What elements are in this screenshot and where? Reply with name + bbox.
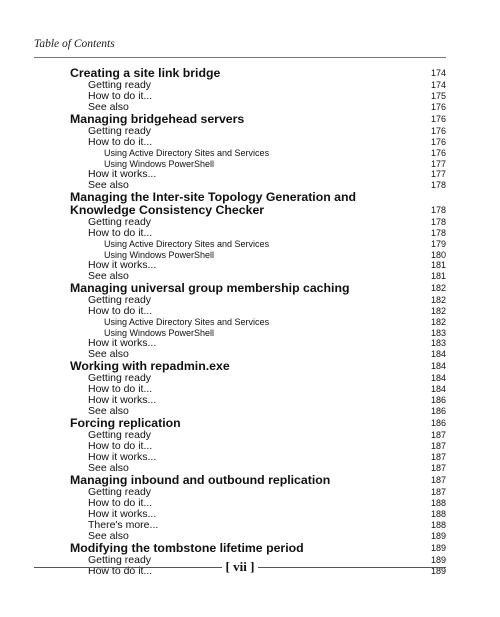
toc-entry-title: Using Active Directory Sites and Services: [104, 239, 270, 249]
toc-entry-title: Using Windows PowerShell: [104, 249, 215, 260]
toc-page-number: 188: [430, 509, 446, 519]
toc-page-number: 184: [430, 373, 446, 383]
toc-page-number: 187: [430, 430, 446, 440]
toc-page-number: 189: [430, 543, 446, 553]
toc-page-number: 186: [430, 418, 446, 428]
toc-entry-title: How to do it...: [88, 565, 153, 577]
toc-entry-title: Working with repadmin.exe: [70, 359, 230, 373]
running-header: Table of Contents: [34, 38, 115, 50]
toc-page-number: 183: [430, 327, 446, 338]
toc-entry-title: Modifying the tombstone lifetime period: [70, 541, 304, 555]
toc-page-number: 182: [430, 283, 446, 293]
toc-entry-title: See also: [88, 530, 129, 542]
toc-page-number: 174: [430, 80, 446, 90]
toc-entry-title: Using Windows PowerShell: [104, 158, 215, 169]
toc-entry-title: How it works...: [88, 337, 157, 349]
toc-subsubsection[interactable]: [70, 148, 446, 159]
toc-page-number: 184: [430, 361, 446, 371]
toc-entry-title: Managing inbound and outbound replication: [70, 473, 331, 487]
toc-entry-title: See also: [88, 179, 129, 191]
toc-entry-title: See also: [88, 270, 129, 282]
toc-page-number: 176: [430, 137, 446, 147]
page-number: [ vii ]: [225, 559, 255, 574]
toc-page-number: 182: [430, 306, 446, 316]
toc-entry-title: Using Active Directory Sites and Services: [104, 148, 270, 158]
toc-entry-title: How to do it...: [88, 497, 153, 509]
toc-entry-title: See also: [88, 101, 129, 113]
toc-entry-title: See also: [88, 348, 129, 360]
toc-entry-title: Managing universal group membership caching: [70, 281, 350, 295]
toc-entry-title: How it works...: [88, 508, 157, 520]
toc-page-number: 180: [430, 249, 446, 260]
toc-page-number: 176: [430, 114, 446, 124]
toc-entry-title: Using Active Directory Sites and Services: [104, 317, 270, 327]
toc-page-number: 177: [430, 158, 446, 169]
toc-entry-title: Getting ready: [88, 79, 152, 91]
toc-entry-title: Managing the Inter-site Topology Generation and Knowledge Consistency Checker: [70, 190, 357, 217]
footer-rule-right: [258, 567, 446, 568]
toc-subsection[interactable]: [70, 306, 446, 317]
toc-entry-title: Getting ready: [88, 294, 152, 306]
toc-page-number: 178: [430, 180, 446, 190]
toc-subsection[interactable]: [70, 137, 446, 148]
toc-entry-title: How to do it...: [88, 90, 153, 102]
toc-entry-title: Getting ready: [88, 372, 152, 384]
toc-page-number: 174: [430, 68, 446, 78]
toc-entry-title: Forcing replication: [70, 416, 181, 430]
toc-page-number: 187: [430, 475, 446, 485]
toc-page-number: 177: [430, 169, 446, 179]
toc-entry-title: Getting ready: [88, 125, 152, 137]
header-rule: [34, 57, 446, 58]
toc-page-number: 182: [430, 317, 446, 327]
toc-page-number: 183: [430, 338, 446, 348]
toc-entry-title: See also: [88, 462, 129, 474]
toc-page-number: 188: [430, 520, 446, 530]
toc-page-number: 184: [430, 349, 446, 359]
toc-page-number: 189: [430, 531, 446, 541]
toc-entry-title: Using Windows PowerShell: [104, 327, 215, 338]
toc-entry-title: Getting ready: [88, 429, 152, 441]
toc-entry-title: How to do it...: [88, 383, 153, 395]
toc-entry-title: Getting ready: [88, 486, 152, 498]
toc-page-number: 178: [430, 228, 446, 238]
toc-entry-title: How to do it...: [88, 136, 153, 148]
toc-entry-title: How to do it...: [88, 305, 153, 317]
toc-entry-title: See also: [88, 405, 129, 417]
toc-entry-title: How it works...: [88, 394, 157, 406]
toc-page-number: 187: [430, 452, 446, 462]
toc-entry-title: How it works...: [88, 259, 157, 271]
toc-entry-title: How it works...: [88, 451, 157, 463]
toc-page-number: 179: [430, 239, 446, 249]
toc-page-number: 189: [430, 555, 446, 565]
table-of-contents: [70, 67, 446, 577]
toc-section[interactable]: [70, 191, 446, 217]
toc-page-number: 176: [430, 102, 446, 112]
toc-page-number: 175: [430, 91, 446, 101]
toc-page-number: 186: [430, 395, 446, 405]
toc-entry-title: Creating a site link bridge: [70, 66, 221, 80]
toc-entry-title: There's more...: [88, 519, 159, 531]
toc-page-number: 187: [430, 487, 446, 497]
toc-page-number: 186: [430, 406, 446, 416]
toc-entry-title: How to do it...: [88, 440, 153, 452]
toc-page-number: 184: [430, 384, 446, 394]
toc-page-number: 176: [430, 126, 446, 136]
toc-entry-title: Getting ready: [88, 554, 152, 566]
toc-subsubsection[interactable]: [70, 239, 446, 250]
toc-page-number: 188: [430, 498, 446, 508]
toc-subsubsection[interactable]: [70, 317, 446, 328]
toc-page-number: 189: [430, 566, 446, 576]
toc-entry-title: How it works...: [88, 168, 157, 180]
toc-page-number: 178: [430, 205, 446, 215]
toc-page-number: 187: [430, 441, 446, 451]
toc-page-number: 181: [430, 260, 446, 270]
toc-subsection[interactable]: [70, 228, 446, 239]
page-footer: [34, 554, 446, 577]
toc-entry-title: How to do it...: [88, 227, 153, 239]
toc-page-number: 181: [430, 271, 446, 281]
toc-page-number: 176: [430, 148, 446, 158]
toc-entry-title: Getting ready: [88, 216, 152, 228]
toc-page-number: 187: [430, 463, 446, 473]
toc-page-number: 182: [430, 295, 446, 305]
toc-entry-title: Managing bridgehead servers: [70, 112, 245, 126]
toc-page-number: 178: [430, 217, 446, 227]
